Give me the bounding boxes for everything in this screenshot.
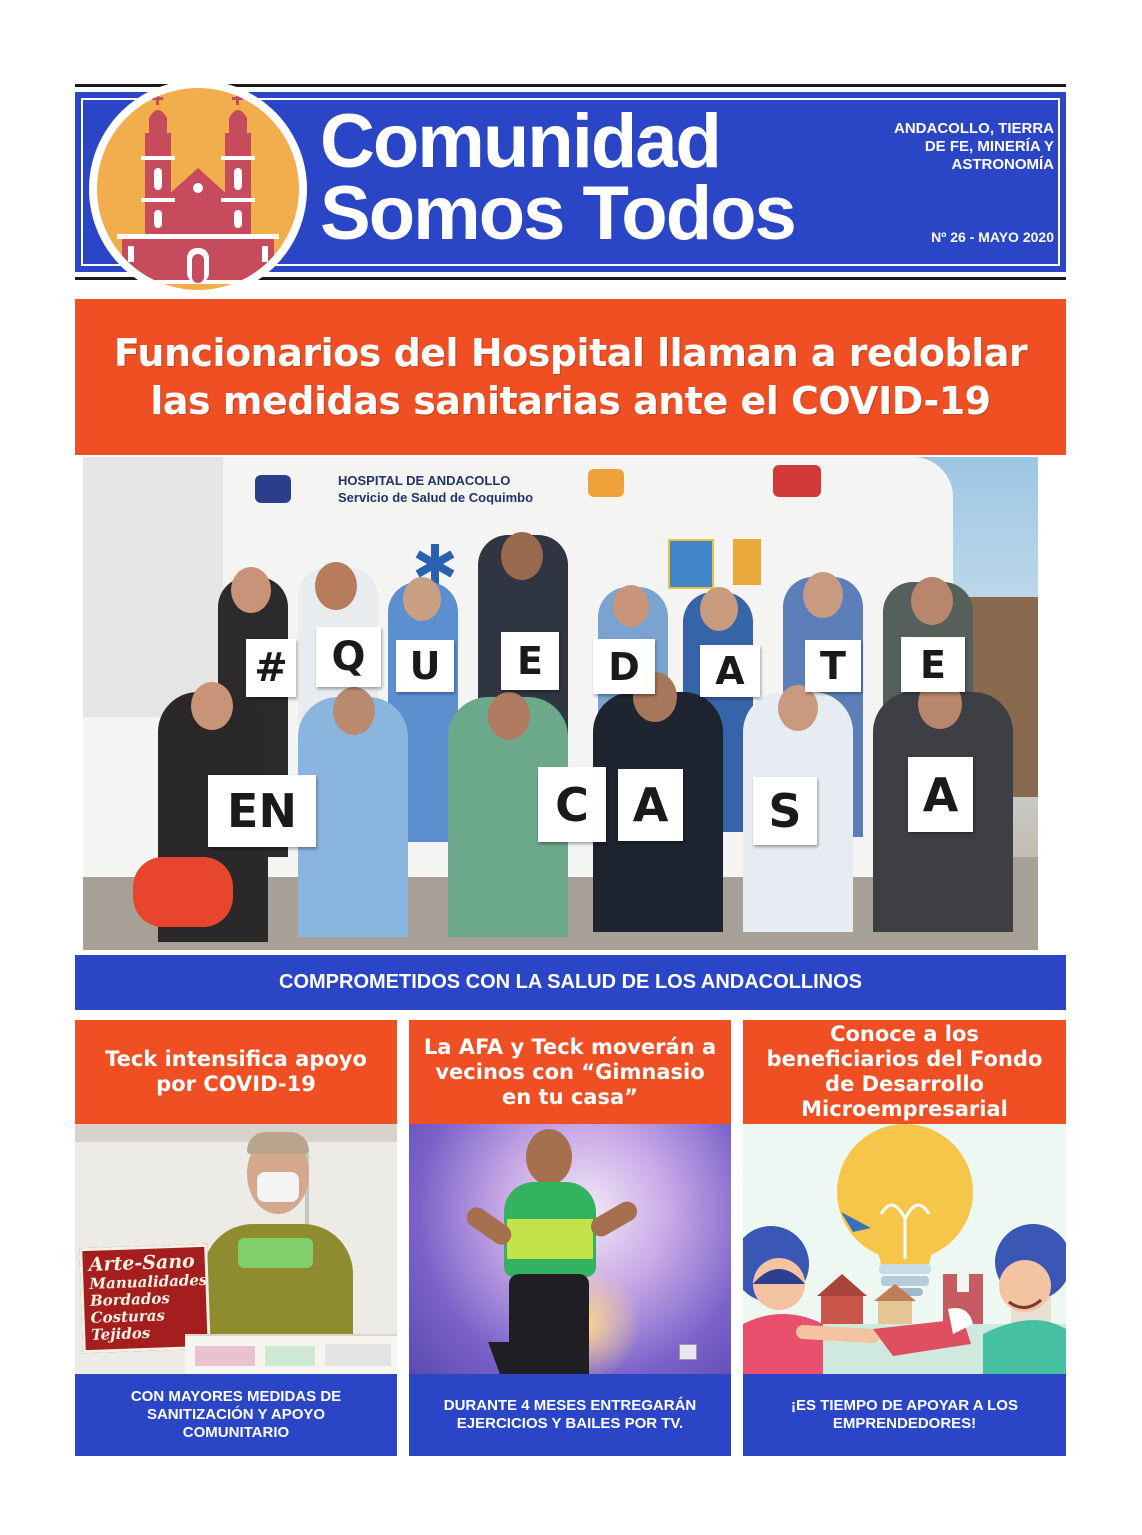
sign-line-3: Bordados xyxy=(89,1289,171,1310)
sign-card: A xyxy=(908,757,973,832)
sign-card: T xyxy=(805,640,861,692)
church-logo xyxy=(89,80,307,298)
masthead-tagline: ANDACOLLO, TIERRA DE FE, MINERÍA Y ASTRONOMÍA xyxy=(894,120,1054,173)
sign-line-4: Costuras xyxy=(90,1306,166,1327)
person-head xyxy=(700,587,738,631)
story-1-headline-text: Teck intensifica apoyo por COVID-19 xyxy=(105,1047,367,1096)
sign-card: C xyxy=(538,767,606,842)
sign-line-2: Manualidades xyxy=(89,1270,208,1293)
gov-logo-icon xyxy=(668,539,714,589)
sign-card: Q xyxy=(316,627,381,687)
sign-card: E xyxy=(501,632,559,690)
person-head xyxy=(333,687,375,735)
face-mask-icon xyxy=(257,1172,299,1202)
main-headline-line-2: las medidas sanitarias ante el COVID-19 xyxy=(150,379,991,423)
light-blue-icon xyxy=(255,475,291,503)
mask-stack xyxy=(265,1346,315,1366)
story-1-headline[interactable] xyxy=(75,1020,397,1124)
person-head xyxy=(501,532,543,580)
story-3-headline-text: Conoce a los beneficiarios del Fondo de Desarrollo Microempresarial xyxy=(766,1022,1043,1121)
main-photo-caption: COMPROMETIDOS CON LA SALUD DE LOS ANDACOLLINOS xyxy=(75,955,1066,1010)
sign-card: U xyxy=(396,640,454,692)
mask-stack xyxy=(325,1344,391,1366)
issue-number: Nº 26 - MAYO 2020 xyxy=(931,229,1054,245)
sign-card: # xyxy=(246,639,296,697)
person-head xyxy=(911,577,953,625)
ambulance-door xyxy=(83,457,223,717)
person-hair xyxy=(247,1132,309,1154)
church-logo-circle xyxy=(97,88,299,290)
story-1-photo[interactable] xyxy=(75,1124,397,1374)
person-head xyxy=(231,567,271,613)
sign-line-5: Tejidos xyxy=(90,1323,151,1344)
title-line-1: Comunidad xyxy=(320,99,720,184)
region-logo-icon xyxy=(733,539,761,585)
story-1-caption xyxy=(75,1374,397,1456)
sign-card: E xyxy=(901,637,965,692)
person-head xyxy=(526,1129,572,1185)
story-1-caption-text: CON MAYORES MEDIDAS DE SANITIZACIÓN Y APOYO COMUNITARIO xyxy=(130,1388,342,1441)
story-3-caption-text: ¡ES TIEMPO DE APOYAR A LOS EMPRENDEDORES! xyxy=(791,1397,1018,1432)
person-head xyxy=(613,585,649,627)
main-headline[interactable] xyxy=(75,299,1066,455)
title-line-2: Somos Todos xyxy=(320,171,795,256)
story-2-caption-text: DURANTE 4 MESES ENTREGARÁN EJERCICIOS Y BAILES POR TV. xyxy=(443,1397,697,1432)
ambulance-text-line-1: HOSPITAL DE ANDACOLLO xyxy=(338,473,511,488)
sign-card: EN xyxy=(208,775,316,847)
story-3-headline[interactable] xyxy=(743,1020,1066,1124)
person-head xyxy=(191,682,233,730)
story-2-caption xyxy=(409,1374,731,1456)
sign-card: A xyxy=(700,645,760,697)
sign-card: D xyxy=(593,639,655,694)
story-2-photo[interactable] xyxy=(409,1124,731,1374)
light-amber-icon xyxy=(588,469,624,497)
sign-line-1: Arte-Sano xyxy=(88,1250,196,1276)
ambulance-text-line-2: Servicio de Salud de Coquimbo xyxy=(338,490,534,505)
person-head xyxy=(403,577,441,621)
shirt-gradient xyxy=(507,1219,593,1259)
wall-socket-icon xyxy=(679,1344,697,1360)
person-head xyxy=(803,572,843,618)
story-3-illustration[interactable] xyxy=(743,1124,1066,1374)
light-red-icon xyxy=(773,465,821,497)
main-photo[interactable] xyxy=(83,457,1038,950)
ambulance-text xyxy=(338,472,533,506)
church-icon xyxy=(97,88,299,290)
person-head xyxy=(315,562,357,610)
green-mask-icon xyxy=(238,1238,313,1268)
person-head xyxy=(488,692,530,740)
mask-stack xyxy=(195,1346,255,1366)
person-legs xyxy=(133,857,233,927)
person-arm xyxy=(587,1198,640,1240)
story-3-caption xyxy=(743,1374,1066,1456)
story-2-headline[interactable] xyxy=(409,1020,731,1124)
photo-shelf xyxy=(75,1124,397,1142)
newspaper-title xyxy=(320,99,795,256)
sign-card: S xyxy=(753,777,817,845)
story-2-headline-text: La AFA y Teck moverán a vecinos con “Gimnasio en tu casa” xyxy=(423,1034,717,1109)
lightbulb-illustration xyxy=(743,1124,1066,1374)
sign-card: A xyxy=(618,769,683,841)
main-headline-line-1: Funcionarios del Hospital llaman a redoblar xyxy=(113,331,1028,375)
